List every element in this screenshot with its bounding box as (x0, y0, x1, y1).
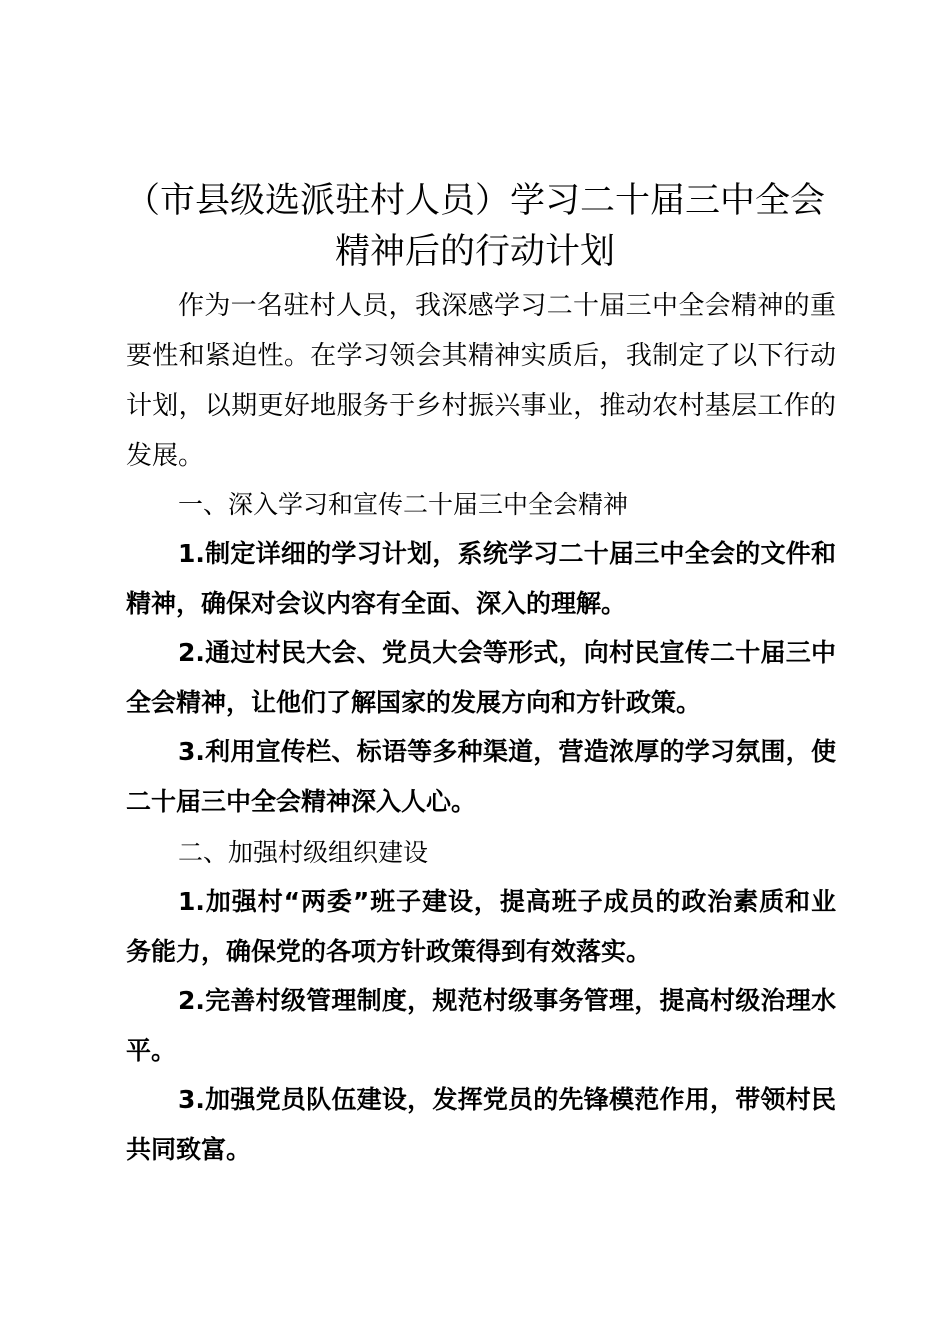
intro-paragraph: 作为一名驻村人员，我深感学习二十届三中全会精神的重要性和紧迫性。在学习领会其精神实质后，我制定了以下行动计划，以期更好地服务于乡村振兴事业，推动农村基层工作的发展。 (126, 291, 836, 471)
section-2-item-2: 2.完善村级管理制度，规范村级事务管理，提高村级治理水平。 (126, 986, 836, 1065)
section-heading-1: 一、深入学习和宣传二十届三中全会精神 (178, 490, 629, 519)
section-2-item-3: 3.加强党员队伍建设，发挥党员的先锋模范作用，带领村民共同致富。 (126, 1085, 836, 1164)
section-1-item-1: 1.制定详细的学习计划，系统学习二十届三中全会的文件和精神，确保对会议内容有全面、深入的理解。 (126, 539, 836, 618)
section-heading-2: 二、加强村级组织建设 (178, 838, 429, 867)
section-2-item-1: 1.加强村“两委”班子建设，提高班子成员的政治素质和业务能力，确保党的各项方针政策得到有效落实。 (126, 887, 836, 966)
section-1-item-2: 2.通过村民大会、党员大会等形式，向村民宣传二十届三中全会精神，让他们了解国家的发展方向和方针政策。 (126, 638, 836, 717)
title-line-2: 精神后的行动计划 (334, 232, 615, 272)
title-line-1: （市县级选派驻村人员）学习二十届三中全会 (124, 181, 825, 221)
document-title (120, 176, 830, 278)
section-1-item-3: 3.利用宣传栏、标语等多种渠道，营造浓厚的学习氛围，使二十届三中全会精神深入人心。 (126, 737, 836, 816)
